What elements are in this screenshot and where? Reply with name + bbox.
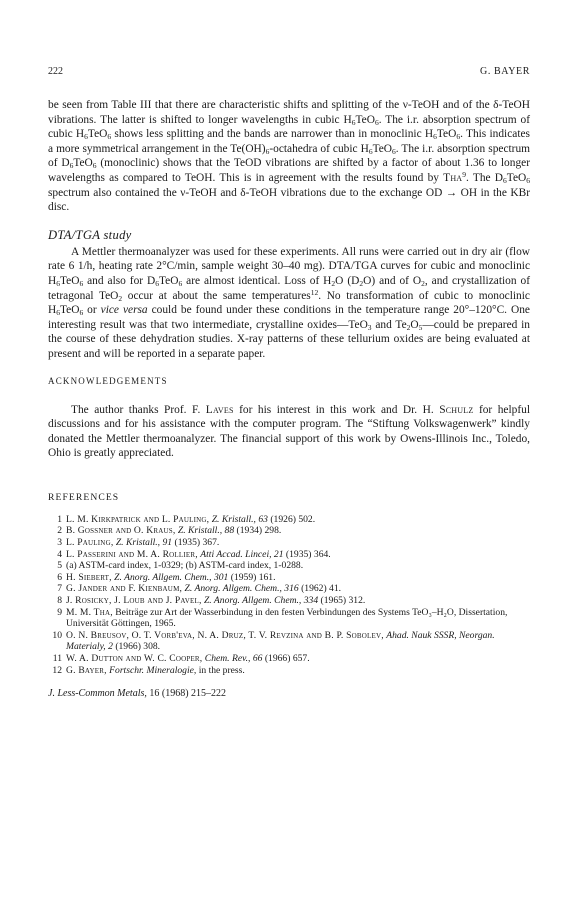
reference-number: 6 (57, 571, 62, 583)
paragraph-dta-tga: A Mettler thermoanalyzer was used for these experiments. All runs were carried out in dry air (flow rate 6 1/h, heating rate 2°C/min, sample weight 30–40 mg). DTA/TGA curves for cubic and monoclinic $H_6TeO_6$ and also for $D_6TeO_6$ are almost identical. Loss of $H_2O$ $(D_2O)$ and of $O_2$, and crystallization of tetragonal TeO$_2$ occur at about the same temperatures$^{12}$. No transformation of cubic to monoclinic $H_6TeO_6$ or vice versa could be found under these conditions in the temperature range 20°–120°C. One interesting result was that two intermediate, crystalline oxides—TeO$_3$ and $Te_2O_5—could$ be prepared in the course of these dehydration studies. X-ray patterns of these tellurium oxides are being evaluated at present and will be reported in a separate paper. (48, 245, 530, 360)
reference-journal: Chem. Rev., (204, 653, 251, 664)
reference-journal: Fortschr. Mineralogie, (109, 664, 197, 676)
running-header (48, 66, 530, 84)
paragraph-acknowledgements: The author thanks Prof. F. Laves for his interest in this work and Dr. H. Schulz for helpful discussions and for his assistance with the computer program. The “Stiftung Volkswagenwerk” kindly donated the Mettler thermoanalyzer. The financial support of this work by Owens-Illinois Inc., Toledo, Ohio is greatly appreciated. (48, 403, 530, 460)
references-heading: REFERENCES (48, 491, 120, 503)
reference-journal: Z. Kristall., (177, 525, 223, 537)
reference-authors: L. Pauling, (66, 537, 114, 549)
reference-authors: H. Siebert, (66, 571, 112, 583)
reference-number: 5 (57, 560, 62, 572)
reference-number: 12 (52, 664, 62, 676)
reference-item (48, 653, 530, 665)
reference-details: (1962) 41. (301, 583, 342, 595)
paragraph-ir-results: be seen from Table III that there are characteristic shifts and splitting of the ν-TeOH and of the δ-TeOH vibrations. The latter is shifted to longer wavelengths in cubic $H_6TeO_6$. The i.r. absorption spectrum of cubic $H_6TeO_6$ shows less splitting and the bands are narrower than in monoclinic $H_6TeO_6$. This indicates a more symmetrical arrangement in the $Te(OH)_6$-octahedra of cubic $H_6TeO_6$. The i.r. absorption spectrum of $D_6TeO_6$ (monoclinic) shows that the TeOD vibrations are shifted by a factor of about 1.36 to longer wavelengths as compared to TeOH. This is in agreement with the results found by Tha$^9$. The $D_6TeO_6$ spectrum also contained the ν-TeOH and δ-TeOH vibrations due to the exchange OD → OH in the KBr disc. (48, 99, 531, 214)
reference-volume: 21 (273, 548, 284, 560)
reference-item (48, 583, 530, 595)
reference-details: (1965) 312. (320, 595, 366, 607)
reference-authors: L. Passerini and M. A. Rollier, (66, 548, 198, 560)
reference-number: 8 (57, 595, 62, 607)
reference-volume: 334 (303, 595, 319, 607)
reference-details: Beiträge zur Art der Wasserbindung in den festen Verbindungen des Systems TeO₃–H₂O, Dissertation, Universität Göttingen, 1965. (66, 606, 508, 630)
reference-item (48, 549, 530, 561)
reference-authors: G. Bayer, (66, 664, 107, 676)
reference-details: (1934) 298. (236, 525, 282, 537)
reference-authors: O. N. Breusov, O. T. Vorb'eva, N. A. Druz, T. V. Revzina and B. P. Sobolev, (66, 629, 384, 641)
reference-item (48, 665, 530, 677)
page-number: 222 (48, 66, 63, 77)
reference-details: (1935) 364. (285, 548, 331, 560)
reference-details: (1926) 502. (270, 513, 316, 525)
reference-journal: Ahad. Nauk SSSR, Neorgan. Materialy, (66, 629, 495, 653)
reference-volume: 301 (213, 571, 229, 583)
reference-list (48, 514, 530, 676)
reference-item (48, 560, 530, 572)
reference-number: 2 (57, 525, 62, 537)
reference-authors: G. Jander and F. Kienbaum, (66, 583, 183, 595)
journal-footer: J. Less-Common Metals, 16 (1968) 215–222 (48, 688, 227, 700)
reference-details: (1966) 308. (115, 641, 161, 653)
reference-volume: 66 (252, 653, 263, 664)
reference-volume: 2 (108, 641, 113, 653)
reference-details: in the press. (198, 664, 245, 676)
reference-authors: W. A. Dutton and W. C. Cooper, (66, 653, 203, 664)
reference-number: 4 (57, 548, 62, 560)
section-title-dta-tga: DTA/TGA study (48, 227, 132, 242)
reference-volume: 63 (258, 513, 268, 525)
reference-volume: 316 (284, 583, 299, 595)
reference-item (48, 537, 530, 549)
reference-number: 7 (57, 583, 62, 595)
reference-details: (1935) 367. (174, 537, 220, 549)
reference-authors: B. Gossner and O. Kraus, (66, 525, 176, 537)
reference-item (48, 514, 530, 526)
reference-item (48, 630, 530, 653)
reference-journal: Z. Anorg. Allgem. Chem., (184, 583, 282, 595)
reference-details: (1966) 657. (264, 653, 310, 664)
reference-journal: Atti Accad. Lincei, (200, 548, 272, 560)
reference-details: (1959) 161. (230, 571, 276, 583)
reference-authors: L. M. Kirkpatrick and L. Pauling, (66, 513, 210, 525)
reference-authors: M. M. Tha, (66, 606, 113, 618)
paper-page (48, 66, 530, 699)
reference-journal: Z. Anorg. Allgem. Chem., (114, 571, 212, 583)
reference-number: 3 (57, 537, 62, 549)
reference-journal: Z. Kristall., (115, 537, 161, 549)
reference-details: (a) ASTM-card index, 1-0329; (b) ASTM-card index, 1-0288. (66, 560, 304, 572)
reference-item (48, 525, 530, 537)
reference-number: 11 (52, 653, 62, 664)
reference-volume: 88 (224, 525, 235, 537)
reference-number: 1 (57, 513, 62, 525)
reference-item (48, 607, 530, 630)
reference-authors: J. Rosicky, J. Loub and J. Pavel, (66, 595, 202, 607)
reference-journal: Z. Anorg. Allgem. Chem., (203, 595, 302, 607)
reference-item (48, 595, 530, 607)
acknowledgements-heading: ACKNOWLEDGEMENTS (48, 375, 168, 386)
reference-number: 9 (57, 606, 62, 618)
reference-number: 10 (52, 629, 62, 641)
body-text (48, 98, 530, 699)
reference-journal: Z. Kristall., (211, 513, 256, 525)
reference-volume: 91 (162, 537, 173, 549)
reference-item (48, 572, 530, 584)
running-author: G. BAYER (480, 66, 530, 77)
